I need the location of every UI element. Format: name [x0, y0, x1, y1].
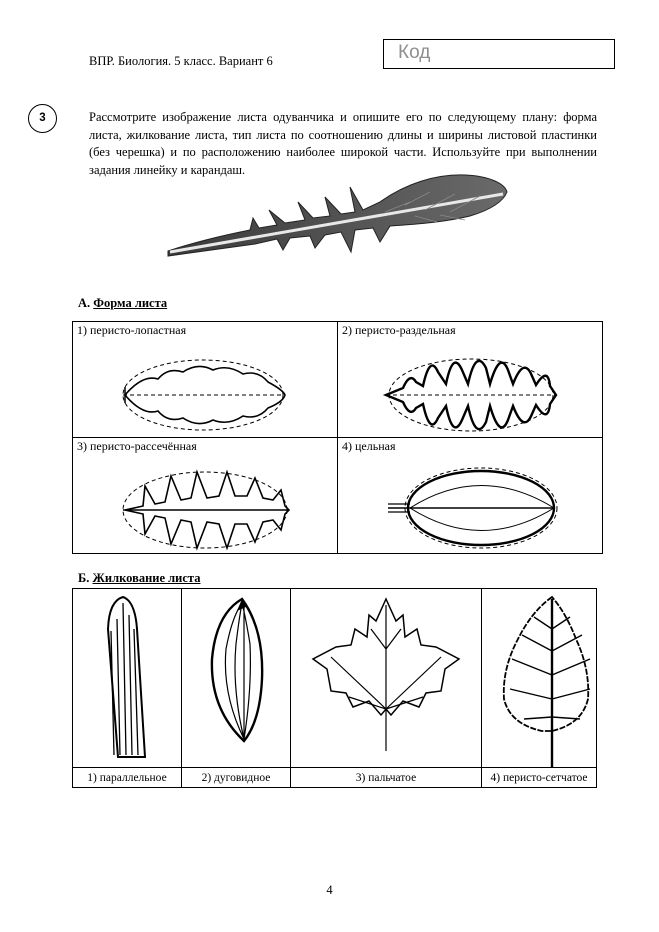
dandelion-leaf-image	[165, 172, 510, 274]
entire-leaf-icon	[338, 438, 602, 553]
leaf-shape-option-4[interactable]	[338, 438, 603, 554]
leaf-shape-label: 4) цельная	[342, 439, 396, 453]
leaf-shape-option-3[interactable]	[73, 438, 338, 554]
pinnately-parted-leaf-icon	[338, 322, 602, 437]
venation-label: 3) пальчатое	[291, 768, 482, 788]
pinnate-reticulate-venation-icon	[482, 589, 596, 767]
parallel-venation-icon	[73, 589, 181, 767]
palmate-venation-icon	[291, 589, 481, 767]
leaf-shape-table	[72, 321, 603, 554]
section-b-title: Б. Жилкование листа	[78, 571, 201, 585]
pinnately-dissected-leaf-icon	[73, 438, 337, 553]
venation-table	[72, 588, 597, 788]
leaf-shape-option-1[interactable]	[73, 322, 338, 438]
leaf-shape-option-2[interactable]	[338, 322, 603, 438]
code-box[interactable]	[383, 39, 615, 69]
task-text: Рассмотрите изображение листа одуванчика и опишите его по следующему плану: форма листа, жилкование листа, тип листа по соотношению длины и ширины листовой пластинки (без черешка) и по расположению наиболее широкой части. Используйте при выполнении задания линейку и карандаш.	[89, 110, 597, 177]
venation-label: 1) параллельное	[73, 768, 182, 788]
venation-option-3[interactable]	[291, 589, 482, 768]
leaf-shape-label: 1) перисто-лопастная	[77, 323, 187, 337]
venation-option-2[interactable]	[182, 589, 291, 768]
header-title: ВПР. Биология. 5 класс. Вариант 6	[89, 54, 273, 68]
venation-label: 4) перисто-сетчатое	[482, 768, 597, 788]
code-label: Код	[398, 42, 431, 63]
page-number: 4	[326, 883, 333, 897]
section-a-title: А. Форма листа	[78, 296, 168, 310]
pinnately-lobed-leaf-icon	[73, 322, 337, 437]
task-number-badge: 3	[28, 104, 57, 133]
venation-option-4[interactable]	[482, 589, 597, 768]
leaf-shape-label: 2) перисто-раздельная	[342, 323, 456, 337]
venation-option-1[interactable]	[73, 589, 182, 768]
leaf-shape-label: 3) перисто-рассечённая	[77, 439, 197, 453]
arcuate-venation-icon	[182, 589, 290, 767]
venation-label: 2) дуговидное	[182, 768, 291, 788]
